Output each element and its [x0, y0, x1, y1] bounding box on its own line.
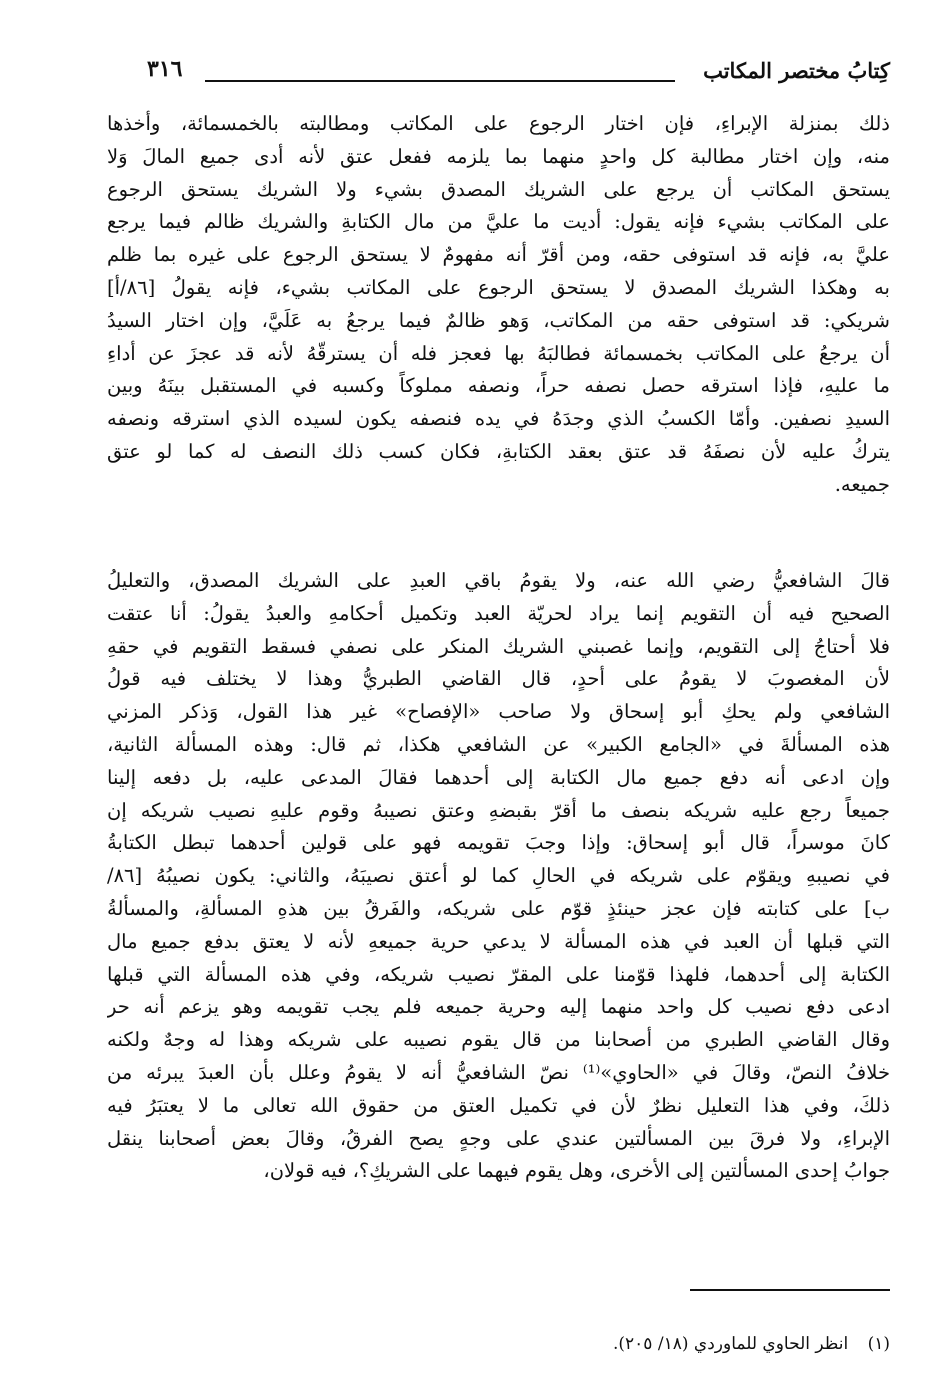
text-line: جميعه. [834, 472, 890, 496]
header-rule [205, 80, 675, 82]
text-line: شريكي: قد استوفى حقه من المكاتب، وَهو ظالمٌ فيما يرجعُ به عَلَيَّ، وإن اختار السيدُ [107, 308, 890, 332]
text-line: منه، وإن اختار مطالبة كل واحدٍ منهما بما يلزمه ففعل عتق لأنه أدى جميع المالَ وَلا [107, 144, 890, 168]
text-line: أن يرجعُ على المكاتب بخمسمائة فطالبَهُ بها فعجز فله أن يسترقّهُ لأنه قد عجزَ عن أداءِ [107, 341, 890, 365]
footnote-text: انظر الحاوي للماوردي (١٨/ ٢٠٥). [613, 1334, 849, 1354]
text-line: كانَ موسراً، قال أبو إسحاق: وإذا وجبَ تقويمه فهو على قولين أحدهما تبطل الكتابةُ [107, 831, 890, 855]
text-line: لأن المغصوبَ لا يقومُ على أحدٍ، قال القاضي الطبريُّ وهذا لا يختلف فيه قولُ [107, 667, 890, 691]
text-line: السيدِ نصفين. وأمّا الكسبُ الذي وجدَهُ في يده فنصفه يكون لسيده الذي استرقه ونصفه [107, 407, 890, 431]
text-line: هذه المسألةَ في «الجامع الكبير» عن الشافعي هكذا، ثم قال: وهذه المسألة الثانية، [107, 732, 890, 756]
text-line: ما عليهِ، فإذا استرقه حصل نصفه حراً، ونصفه مملوكاً وكسبه في المستقبل بينَهُ وبين [107, 374, 890, 398]
text-line: وقال القاضي الطبري من أصحابنا من قال يقوم نصيبه على شريكه وهذا له وجهٌ ولكنه [107, 1028, 890, 1052]
text-line: جوابُ إحدى المسألتين إلى الأخرى، وهل يقوم فيهما على الشريكِ؟، فيه قولان، [263, 1159, 890, 1183]
text-line: جميعاً رجع عليه شريكه بنصف ما أقرّ بقبضهِ وعتق نصيبهُ وقوم عليهِ نصيب شريكه إن [107, 798, 890, 822]
text-line: التي قبلها أن العبد في هذه المسألة لا يدعي حرية جميعهِ لأنه لا يعتق بدفع جميع مال [107, 929, 890, 953]
running-title: كِتابُ مختصر المكاتب [703, 58, 890, 83]
page-header [107, 56, 890, 92]
text-line: خلافُ النصّ، وقالَ في «الحاوي»⁽¹⁾ نصّ الشافعيُّ أنه لا يقومُ وعلل بأن العبدَ يبرئه من [107, 1060, 890, 1084]
text-line: وإن ادعى أنه دفع جميع مال الكتابة إلى أحدهما فقالَ المدعى عليه، بل دفعه إلينا [107, 765, 890, 789]
text-line: ادعى دفع نصيب كل واحد منهما إليه وحرية جميعه فلم يجب تقويمه وهو يزعم أنه حر [107, 995, 890, 1019]
text-line: الكتابة إلى أحدهما، فلهذا قوّمنا على المقرّ نصيب شريكه، وفي هذه المسألة التي قبلها [107, 962, 890, 986]
page-number: ٣١٦ [147, 56, 183, 82]
text-line: يتركُ عليه لأن نصفَهُ قد عتق بعقد الكتابةِ، فكان كسب ذلك النصف له كما لو عتق [107, 439, 890, 463]
footnote [613, 1334, 890, 1354]
text-line: عليَّ به، فإنه قد استوفى حقه، ومن أقرّ أنه مفهومٌ لا يستحق الرجوع على غيره بما ظلم [107, 243, 890, 267]
text-line: فلا أحتاجُ إلى التقويم، وإنما غصبني الشريك المنكر على نصفي فسقط التقويم في حقهِ [107, 634, 890, 658]
text-line: يستحق المكاتب أن يرجع على الشريك المصدق بشيء ولا الشريك يستحق الرجوع [107, 177, 890, 201]
text-line: الإبراءِ، ولا فرقَ بين المسألتين عندي على وجهٍ يصح الفرقُ، وقالَ بعض أصحابنا ينقل [107, 1126, 890, 1150]
text-line: الصحيح فيه أن التقويم إنما يراد لحريّة العبد وتكميل أحكامهِ والعبدُ يقولُ: أنا عتقت [107, 601, 890, 625]
paragraph-1 [107, 108, 890, 502]
text-line: ب] على كتابته فإن عجز حينئذٍ قوّم على شريكه، والفَرقُ بين هذهِ المسألةِ، والمسألةُ [107, 896, 890, 920]
text-line: قالَ الشافعيُّ رضي الله عنه، ولا يقومُ باقي العبدِ على الشريك المصدق، والتعليلُ [107, 569, 890, 592]
text-line: ذلكَ، وفي هذا التعليل نظرٌ لأن في تكميل العتق من حقوق الله تعالى ما لا يعتبَرُ فيه [107, 1093, 890, 1117]
text-line: على المكاتب بشيء فإنه يقول: أديت ما عليَّ من مال الكتابةِ والشريك ظالم فيما يرجع [107, 210, 890, 234]
paragraph-2 [107, 565, 890, 1188]
footnote-number: (١) [867, 1334, 890, 1354]
text-line: ذلك بمنزلة الإبراءِ، فإن اختار الرجوع على المكاتب ومطالبته بالخمسمائة، وأخذها [107, 112, 890, 135]
text-line: الشافعي ولم يحكِ أبو إسحاق ولا صاحب «الإفصاح» غير هذا القول، وَذكر المزني [107, 700, 890, 724]
footnote-rule [690, 1289, 890, 1291]
text-line: في نصيبهِ ويقوّم على شريكه في الحالِ كما لو أعتق نصيبَهُ، والثاني: يكون نصيبُهُ [٨٦/ [107, 864, 890, 888]
text-line: به وهكذا الشريك المصدق لا يستحق الرجوع على المكاتب بشيء، فإنه يقولُ [٨٦/أ] [107, 275, 890, 299]
